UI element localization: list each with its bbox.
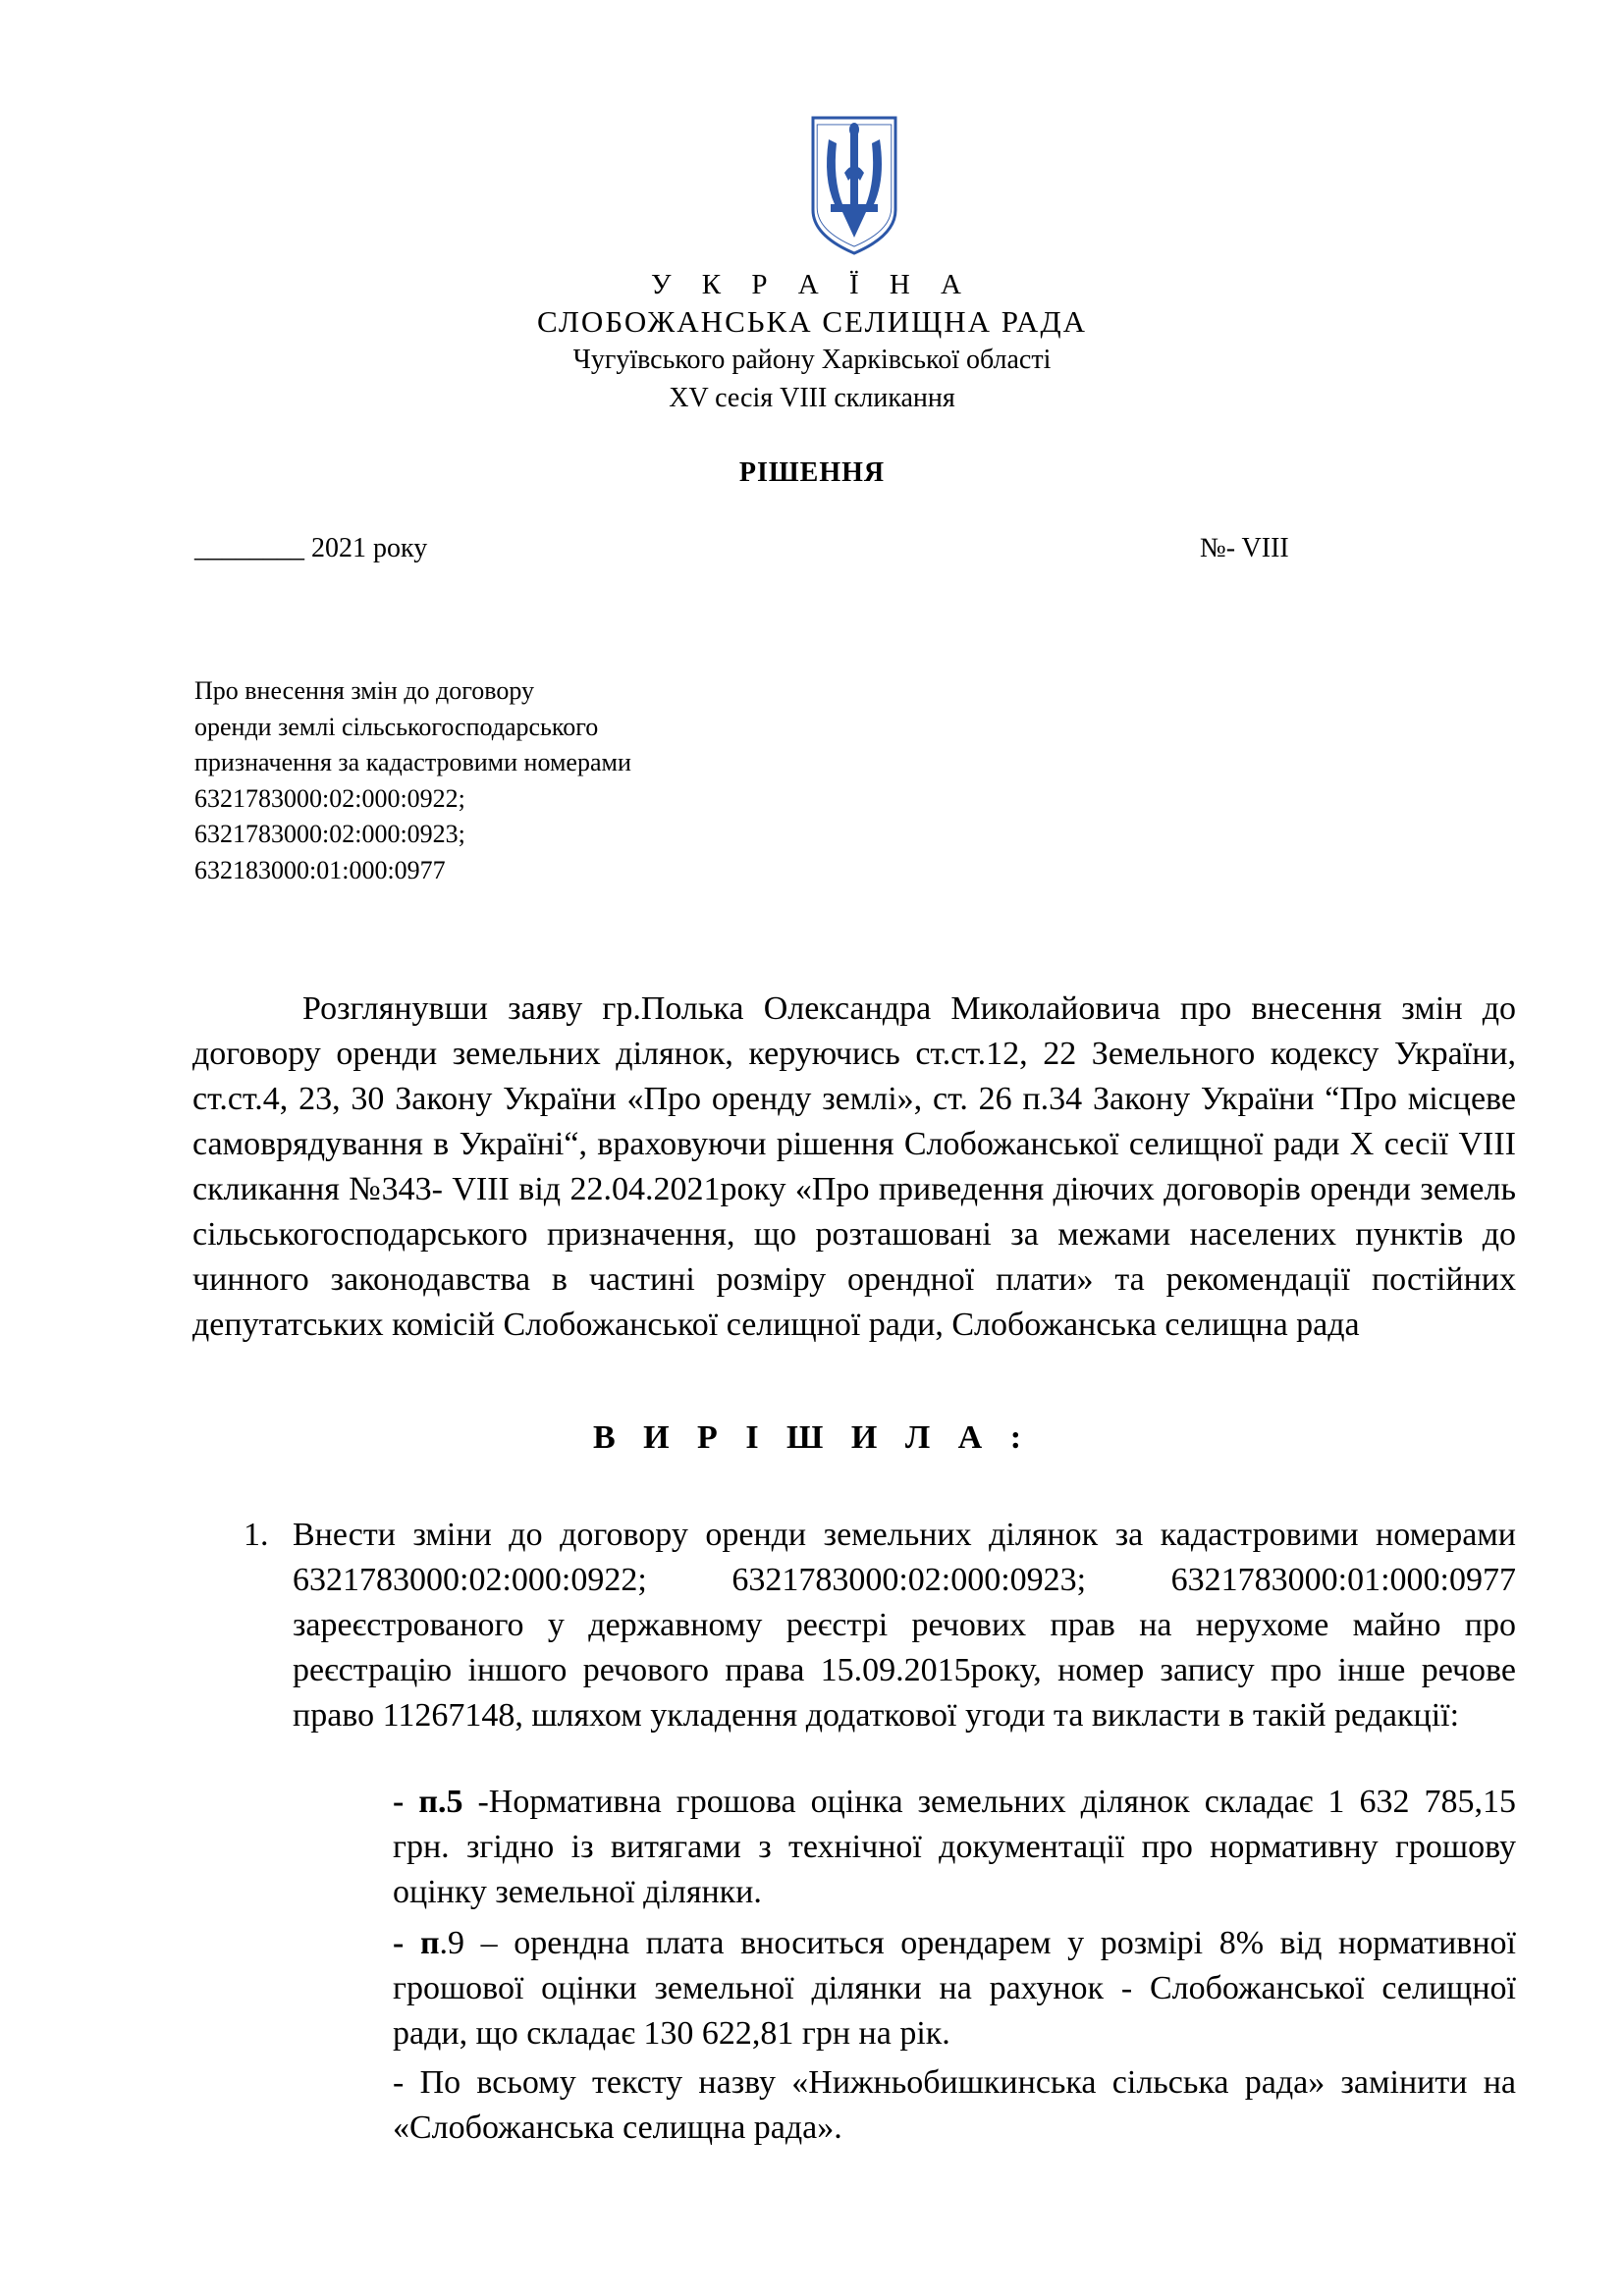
subject-line: 632183000:01:000:0977 — [194, 855, 446, 884]
decision-date: ________ 2021 року — [194, 533, 428, 563]
district-heading: Чугуївського району Харківської області — [572, 345, 1052, 375]
country-heading: У К Р А Ї Н А — [651, 269, 973, 300]
subitem-p9-text: .9 – орендна плата вноситься орендарем у розмірі 8% від нормативної грошової оцінки земельної ділянки на рахунок - Слобожанської селищної ради, що складає 130 622,81 грн на рік. — [393, 1925, 1516, 2052]
decision-subject — [194, 673, 631, 888]
subitem-p5 — [393, 1780, 1516, 1915]
session-heading: XV сесія VIII скликання — [669, 383, 955, 413]
subject-line: призначення за кадастровими номерами — [194, 748, 631, 776]
subitem-rename: - По всьому тексту назву «Нижньобишкинська сільська рада» замінити на «Слобожанська селищна рада». — [393, 2064, 1516, 2146]
subject-line: 6321783000:02:000:0922; — [194, 783, 465, 813]
item-text: Внести зміни до договору оренди земельних ділянок за кадастровими номерами 6321783000:02:000:0922; 6321783000:02:000:0923; 6321783000:01:000:0977 зареєстрованого у державному реєстрі речових прав на нерухоме майно про реєстрацію іншого речового права 15.09.2015року, номер запису про інше речове право 11267148, шляхом укладення додаткової угоди та викласти в такій редакції: — [293, 1517, 1516, 1734]
subitem-p5-prefix: - п.5 — [393, 1784, 463, 1820]
subitem-p5-text: -Нормативна грошова оцінка земельних ділянок складає 1 632 785,15 грн. згідно із витягами з технічної документації про нормативну грошову оцінку земельної ділянки. — [393, 1784, 1516, 1910]
subject-line: Про внесення змін до договору — [194, 676, 535, 705]
subitem-p9 — [393, 1921, 1516, 2056]
preamble-paragraph: Розглянувши заяву гр.Полька Олександра Миколайовича про внесення змін до договору оренди земельних ділянок, керуючись ст.ст.12, 22 Земельного кодексу України, ст.ст.4, 23, 30 Закону України «Про оренду землі», ст. 26 п.34 Закону України “Про місцеве самоврядування в Україні“, враховуючи рішення Слобожанської селищної ради X сесії VIII скликання №343- VIII від 22.04.2021року «Про приведення діючих договорів оренди земель сільськогосподарського призначення, що розташовані за межами населених пунктів до чинного законодавства в частині розміру орендної плати» та рекомендації постійних депутатських комісій Слобожанської селищної ради, Слобожанська селищна рада — [192, 990, 1516, 1343]
coat-of-arms-emblem — [805, 110, 903, 257]
decision-number: №- VIII — [1200, 533, 1289, 563]
document-title: РІШЕННЯ — [738, 457, 886, 488]
subject-line: оренди землі сільськогосподарського — [194, 712, 599, 741]
item-number: 1. — [244, 1517, 269, 1553]
subitem-p9-prefix: - п — [393, 1925, 440, 1961]
decided-heading: В И Р І Ш И Л А : — [592, 1419, 1032, 1456]
council-heading: СЛОБОЖАНСЬКА СЕЛИЩНА РАДА — [537, 304, 1087, 339]
subject-line: 6321783000:02:000:0923; — [194, 820, 465, 848]
